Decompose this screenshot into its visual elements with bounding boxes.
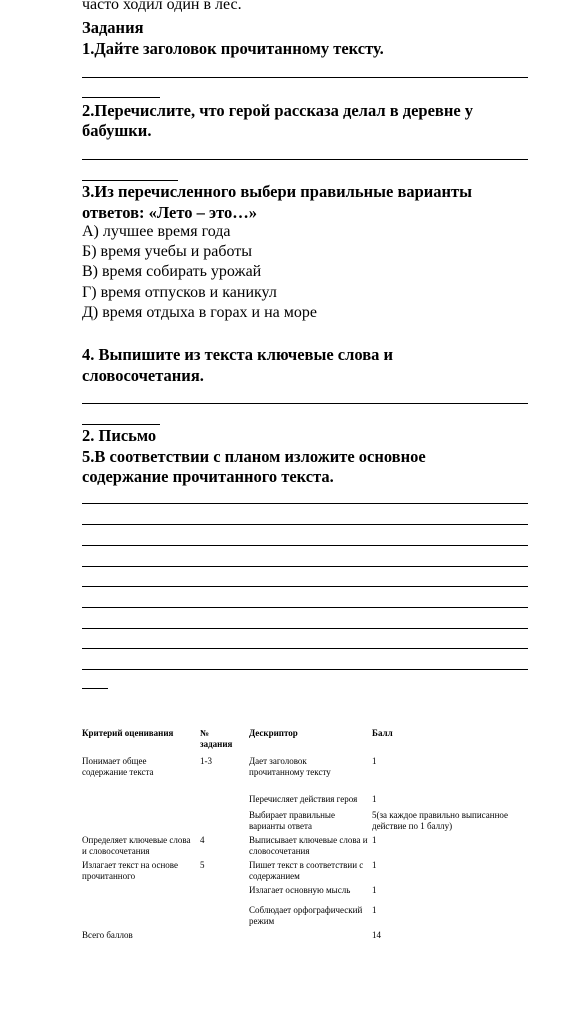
row-score: 1	[372, 835, 377, 845]
total-value: 14	[372, 930, 381, 940]
option-b: Б) время учебы и работы	[82, 243, 253, 260]
row-score: 1	[372, 794, 377, 804]
writing-line-short	[82, 688, 108, 689]
question-5-line1: 5.В соответствии с планом изложите основное	[82, 447, 426, 466]
row-task-number: 4	[200, 835, 205, 845]
row-task-number: 5	[200, 860, 205, 870]
question-5-line2: содержание прочитанного текста.	[82, 467, 334, 486]
row-criterion: Излагает текст на основе прочитанного	[82, 860, 178, 881]
row-descriptor: Выбирает правильные варианты ответа	[249, 810, 335, 831]
header-descriptor: Дескриптор	[249, 728, 298, 738]
row-criterion: Определяет ключевые слова и словосочетания	[82, 835, 191, 856]
question-3-line1: 3.Из перечисленного выбери правильные варианты	[82, 182, 473, 201]
section-title: Задания	[82, 18, 144, 37]
writing-line	[82, 648, 528, 649]
option-a: А) лучшее время года	[82, 223, 231, 240]
row-task-number: 1-3	[200, 756, 212, 766]
option-e: Д) время отдыха в горах и на море	[82, 304, 318, 321]
writing-line	[82, 524, 528, 525]
question-4-line2: словосочетания.	[82, 366, 204, 385]
writing-line	[82, 586, 528, 587]
row-descriptor: Дает заголовок прочитанному тексту	[249, 756, 331, 777]
writing-line	[82, 628, 528, 629]
row-score: 1	[372, 885, 377, 895]
answer-line-short	[82, 424, 160, 425]
row-descriptor: Выписывает ключевые слова и словосочетания	[249, 835, 368, 856]
header-criterion: Критерий оценивания	[82, 728, 174, 738]
row-score: 1	[372, 905, 377, 915]
row-descriptor: Перечисляет действия героя	[249, 794, 358, 804]
row-descriptor: Излагает основную мысль	[249, 885, 351, 895]
question-4-line1: 4. Выпишите из текста ключевые слова и	[82, 345, 394, 364]
question-3-line2: ответов: «Лето – это…»	[82, 203, 258, 222]
row-score: 5(за каждое правильно выписанное действие по 1 баллу)	[372, 810, 508, 831]
writing-line	[82, 566, 528, 567]
row-criterion: Понимает общее содержание текста	[82, 756, 154, 777]
answer-line	[82, 159, 528, 160]
writing-line	[82, 503, 528, 504]
header-score: Балл	[372, 728, 393, 738]
row-score: 1	[372, 756, 377, 766]
header-task-number: № задания	[200, 728, 233, 749]
writing-line	[82, 545, 528, 546]
writing-line	[82, 607, 528, 608]
answer-line	[82, 403, 528, 404]
question-1: 1.Дайте заголовок прочитанному тексту.	[82, 39, 384, 58]
row-score: 1	[372, 860, 377, 870]
writing-line	[82, 669, 528, 670]
answer-line	[82, 77, 528, 78]
writing-title: 2. Письмо	[82, 426, 157, 445]
answer-line-short	[82, 97, 160, 98]
row-descriptor: Соблюдает орфографический режим	[249, 905, 363, 926]
option-c: В) время собирать урожай	[82, 263, 262, 280]
row-descriptor: Пишет текст в соответствии с содержанием	[249, 860, 364, 881]
answer-line-short	[82, 180, 178, 181]
question-2-line1: 2.Перечислите, что герой рассказа делал в деревне у	[82, 101, 474, 120]
option-d: Г) время отпусков и каникул	[82, 284, 277, 301]
question-2-line2: бабушки.	[82, 121, 152, 140]
intro-line: часто ходил один в лес.	[82, 0, 242, 13]
total-label: Всего баллов	[82, 930, 133, 940]
